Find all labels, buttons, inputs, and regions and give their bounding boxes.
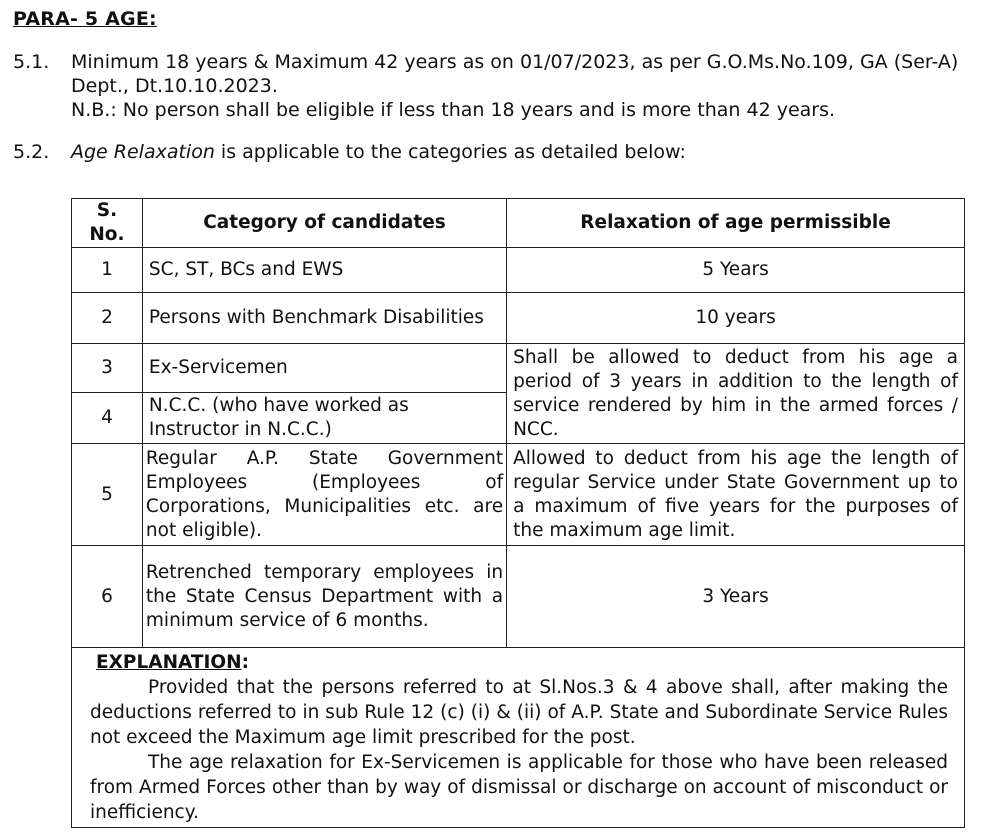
paragraph-body xyxy=(71,140,981,164)
cell-relaxation: 3 Years xyxy=(507,546,965,648)
table-row xyxy=(72,293,965,344)
header-relaxation: Relaxation of age permissible xyxy=(507,199,965,248)
cell-category: Ex-Servicemen xyxy=(142,344,506,393)
cell-sno: 6 xyxy=(72,546,143,648)
paragraph-note: N.B.: No person shall be eligible if less than 18 years and is more than 42 years. xyxy=(71,99,836,121)
cell-relaxation: 5 Years xyxy=(507,248,965,293)
cell-sno: 4 xyxy=(72,393,143,444)
age-relaxation-table xyxy=(71,198,965,828)
header-category: Category of candidates xyxy=(142,199,506,248)
explanation-paragraph-1: Provided that the persons referred to at Sl.Nos.3 & 4 above shall, after making the deductions referred to in sub Rule 12 (c) (i) & (ii) of A.P. State and Subordinate Service Rules not exceed the Maximum age limit prescribed for the post. xyxy=(90,677,948,748)
cell-sno: 3 xyxy=(72,344,143,393)
paragraph-number: 5.2. xyxy=(13,141,50,163)
section-heading: PARA- 5 AGE: xyxy=(13,8,157,30)
cell-sno: 5 xyxy=(72,444,143,546)
explanation-row xyxy=(72,648,965,828)
italic-term: Age Relaxation xyxy=(71,141,215,163)
explanation-title: EXPLANATION xyxy=(96,652,242,673)
explanation-title-line xyxy=(90,650,948,675)
table-row xyxy=(72,546,965,648)
cell-category: Regular A.P. State Government Employees (Employees of Corporations, Municipalities etc. are not eligible). xyxy=(142,444,506,546)
paragraph-5-1 xyxy=(13,50,983,130)
paragraph-text: is applicable to the categories as detailed below: xyxy=(214,141,686,163)
cell-category: SC, ST, BCs and EWS xyxy=(142,248,506,293)
explanation-colon: : xyxy=(241,652,250,673)
paragraph-number: 5.1. xyxy=(13,51,50,73)
table-row xyxy=(72,248,965,293)
cell-category: Retrenched temporary employees in the State Census Department with a minimum service of 6 months. xyxy=(142,546,506,648)
cell-category: Persons with Benchmark Disabilities xyxy=(142,293,506,344)
header-sno: S. No. xyxy=(72,199,143,248)
cell-relaxation: 10 years xyxy=(507,293,965,344)
cell-relaxation: Allowed to deduct from his age the length of regular Service under State Government up to a maximum of five years for the purposes of the maximum age limit. xyxy=(507,444,965,546)
cell-relaxation: Shall be allowed to deduct from his age a period of 3 years in addition to the length of service rendered by him in the armed forces / NCC. xyxy=(507,344,965,444)
paragraph-body xyxy=(71,50,981,122)
explanation-cell xyxy=(72,648,965,828)
table-row xyxy=(72,444,965,546)
paragraph-5-2 xyxy=(13,140,983,168)
cell-sno: 1 xyxy=(72,248,143,293)
cell-category: N.C.C. (who have worked as Instructor in N.C.C.) xyxy=(142,393,506,444)
table-header-row xyxy=(72,199,965,248)
table-row xyxy=(72,344,965,393)
explanation-paragraph-2: The age relaxation for Ex-Servicemen is applicable for those who have been released from Armed Forces other than by way of dismissal or discharge on account of misconduct or inefficiency. xyxy=(90,752,948,823)
paragraph-text: Minimum 18 years & Maximum 42 years as on 01/07/2023, as per G.O.Ms.No.109, GA (Ser-A) Dept., Dt.10.10.2023. xyxy=(71,51,959,97)
cell-sno: 2 xyxy=(72,293,143,344)
